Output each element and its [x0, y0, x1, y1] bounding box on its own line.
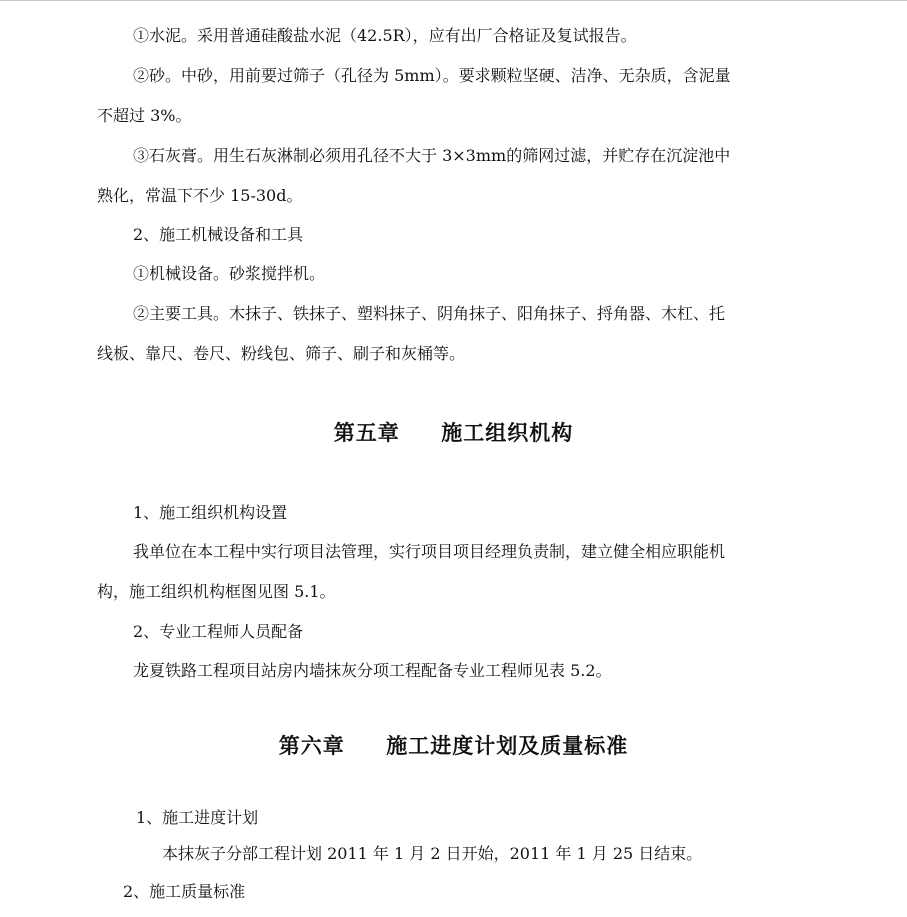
tools-line1: ②主要工具。木抹子、铁抹子、塑料抹子、阴角抹子、阳角抹子、捋角器、木杠、托: [133, 304, 726, 323]
material-sand-line1: ②砂。中砂，用前要过筛子（孔径为 5mm）。要求颗粒坚硬、洁净、无杂质，含泥量: [133, 66, 731, 85]
chapter-5-heading-2: 2、专业工程师人员配备: [133, 622, 304, 641]
section-heading-machinery: 2、施工机械设备和工具: [133, 225, 304, 244]
chapter-6-heading-2: 2、施工质量标准: [123, 882, 246, 901]
material-cement: ①水泥。采用普通硅酸盐水泥（42.5R），应有出厂合格证及复试报告。: [133, 26, 637, 45]
chapter-5-para-1-line1: 我单位在本工程中实行项目法管理，实行项目项目经理负责制，建立健全相应职能机: [133, 542, 726, 561]
chapter-5-title: 第五章 施工组织机构: [333, 420, 574, 445]
material-sand-line2: 不超过 3%。: [97, 106, 192, 125]
page-top-border: [0, 0, 907, 1]
machinery-equipment: ①机械设备。砂浆搅拌机。: [133, 264, 326, 283]
chapter-5-para-1-line2: 构，施工组织机构框图见图 5.1。: [97, 582, 336, 601]
tools-line2: 线板、靠尺、卷尺、粉线包、筛子、刷子和灰桶等。: [97, 344, 466, 363]
material-lime-line2: 熟化，常温下不少 15-30d。: [97, 186, 303, 205]
chapter-6-title: 第六章 施工进度计划及质量标准: [278, 733, 629, 758]
chapter-6-para-1: 本抹灰子分部工程计划 2011 年 1 月 2 日开始，2011 年 1 月 25 日结束。: [162, 844, 703, 863]
material-lime-line1: ③石灰膏。用生石灰淋制必须用孔径不大于 3×3mm的筛网过滤，并贮存在沉淀池中: [133, 146, 731, 165]
chapter-5-heading-1: 1、施工组织机构设置: [133, 503, 288, 522]
chapter-6-heading-1: 1、施工进度计划: [136, 808, 259, 827]
chapter-5-para-2: 龙夏铁路工程项目站房内墙抹灰分项工程配备专业工程师见表 5.2。: [133, 661, 612, 680]
